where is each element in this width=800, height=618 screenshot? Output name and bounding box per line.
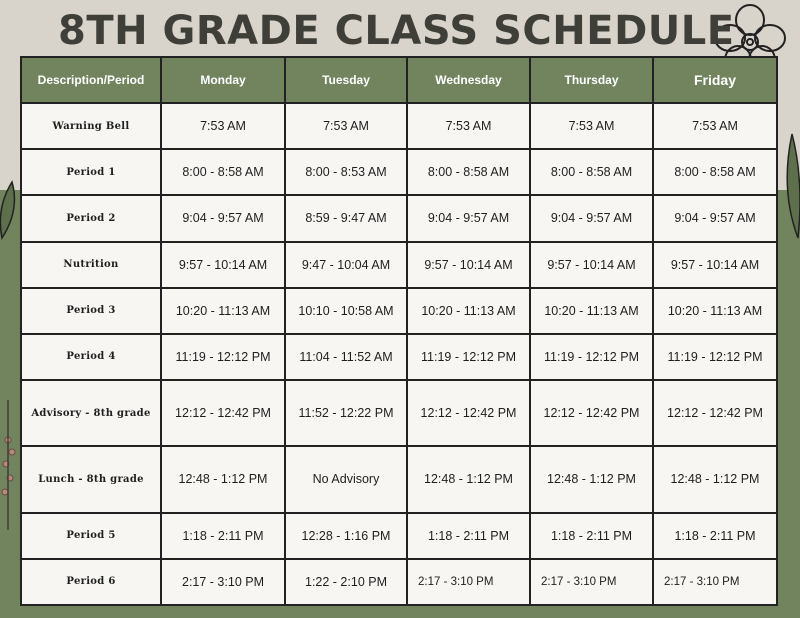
time-cell: 9:04 - 9:57 AM — [161, 195, 285, 241]
time-cell: 8:00 - 8:58 AM — [407, 149, 530, 195]
time-cell: 9:57 - 10:14 AM — [653, 242, 777, 288]
time-cell: 2:17 - 3:10 PM — [530, 559, 653, 605]
time-cell: 12:12 - 12:42 PM — [530, 380, 653, 446]
column-header: Description/Period — [21, 57, 161, 103]
time-cell: 9:04 - 9:57 AM — [530, 195, 653, 241]
time-cell: 2:17 - 3:10 PM — [407, 559, 530, 605]
time-cell: 7:53 AM — [653, 103, 777, 149]
column-header: Friday — [653, 57, 777, 103]
time-cell: 9:47 - 10:04 AM — [285, 242, 407, 288]
time-cell: 12:12 - 12:42 PM — [407, 380, 530, 446]
table-row — [21, 380, 777, 446]
column-header: Tuesday — [285, 57, 407, 103]
time-cell: 8:00 - 8:53 AM — [285, 149, 407, 195]
time-cell: 12:48 - 1:12 PM — [407, 446, 530, 512]
time-cell: 1:18 - 2:11 PM — [407, 513, 530, 559]
time-cell: 9:57 - 10:14 AM — [407, 242, 530, 288]
time-cell: 1:18 - 2:11 PM — [530, 513, 653, 559]
column-header: Thursday — [530, 57, 653, 103]
time-cell: 11:19 - 12:12 PM — [161, 334, 285, 380]
time-cell: 12:48 - 1:12 PM — [161, 446, 285, 512]
time-cell: 2:17 - 3:10 PM — [161, 559, 285, 605]
period-label: Nutrition — [21, 242, 161, 288]
period-label: Lunch - 8th grade — [21, 446, 161, 512]
time-cell: 9:04 - 9:57 AM — [653, 195, 777, 241]
time-cell: 10:20 - 11:13 AM — [161, 288, 285, 334]
time-cell: 10:10 - 10:58 AM — [285, 288, 407, 334]
time-cell: 11:19 - 12:12 PM — [530, 334, 653, 380]
time-cell: 7:53 AM — [285, 103, 407, 149]
table-row — [21, 242, 777, 288]
period-label: Warning Bell — [21, 103, 161, 149]
time-cell: 1:22 - 2:10 PM — [285, 559, 407, 605]
table-row — [21, 103, 777, 149]
time-cell: 10:20 - 11:13 AM — [407, 288, 530, 334]
time-cell: 8:00 - 8:58 AM — [653, 149, 777, 195]
schedule-table — [20, 56, 778, 606]
time-cell: 12:48 - 1:12 PM — [653, 446, 777, 512]
time-cell: 8:59 - 9:47 AM — [285, 195, 407, 241]
table-row — [21, 559, 777, 605]
period-label: Period 5 — [21, 513, 161, 559]
time-cell: 7:53 AM — [407, 103, 530, 149]
plant-icon — [0, 380, 20, 540]
time-cell: No Advisory — [285, 446, 407, 512]
time-cell: 1:18 - 2:11 PM — [161, 513, 285, 559]
table-row — [21, 288, 777, 334]
time-cell: 11:19 - 12:12 PM — [407, 334, 530, 380]
column-header: Monday — [161, 57, 285, 103]
time-cell: 9:57 - 10:14 AM — [161, 242, 285, 288]
time-cell: 12:12 - 12:42 PM — [161, 380, 285, 446]
time-cell: 2:17 - 3:10 PM — [653, 559, 777, 605]
time-cell: 7:53 AM — [161, 103, 285, 149]
time-cell: 8:00 - 8:58 AM — [530, 149, 653, 195]
time-cell: 11:04 - 11:52 AM — [285, 334, 407, 380]
time-cell: 12:48 - 1:12 PM — [530, 446, 653, 512]
leaf-icon — [0, 180, 22, 240]
column-header: Wednesday — [407, 57, 530, 103]
time-cell: 11:19 - 12:12 PM — [653, 334, 777, 380]
time-cell: 10:20 - 11:13 AM — [653, 288, 777, 334]
table-row — [21, 334, 777, 380]
period-label: Period 6 — [21, 559, 161, 605]
time-cell: 9:57 - 10:14 AM — [530, 242, 653, 288]
time-cell: 11:52 - 12:22 PM — [285, 380, 407, 446]
period-label: Period 1 — [21, 149, 161, 195]
table-row — [21, 446, 777, 512]
period-label: Period 2 — [21, 195, 161, 241]
leaf-icon — [778, 130, 800, 240]
table-row — [21, 513, 777, 559]
period-label: Period 3 — [21, 288, 161, 334]
time-cell: 7:53 AM — [530, 103, 653, 149]
table-row — [21, 195, 777, 241]
time-cell: 10:20 - 11:13 AM — [530, 288, 653, 334]
page-title: 8TH GRADE CLASS SCHEDULE — [58, 8, 735, 54]
header-row — [21, 57, 777, 103]
time-cell: 12:12 - 12:42 PM — [653, 380, 777, 446]
time-cell: 1:18 - 2:11 PM — [653, 513, 777, 559]
period-label: Period 4 — [21, 334, 161, 380]
time-cell: 9:04 - 9:57 AM — [407, 195, 530, 241]
period-label: Advisory - 8th grade — [21, 380, 161, 446]
time-cell: 8:00 - 8:58 AM — [161, 149, 285, 195]
table-row — [21, 149, 777, 195]
time-cell: 12:28 - 1:16 PM — [285, 513, 407, 559]
